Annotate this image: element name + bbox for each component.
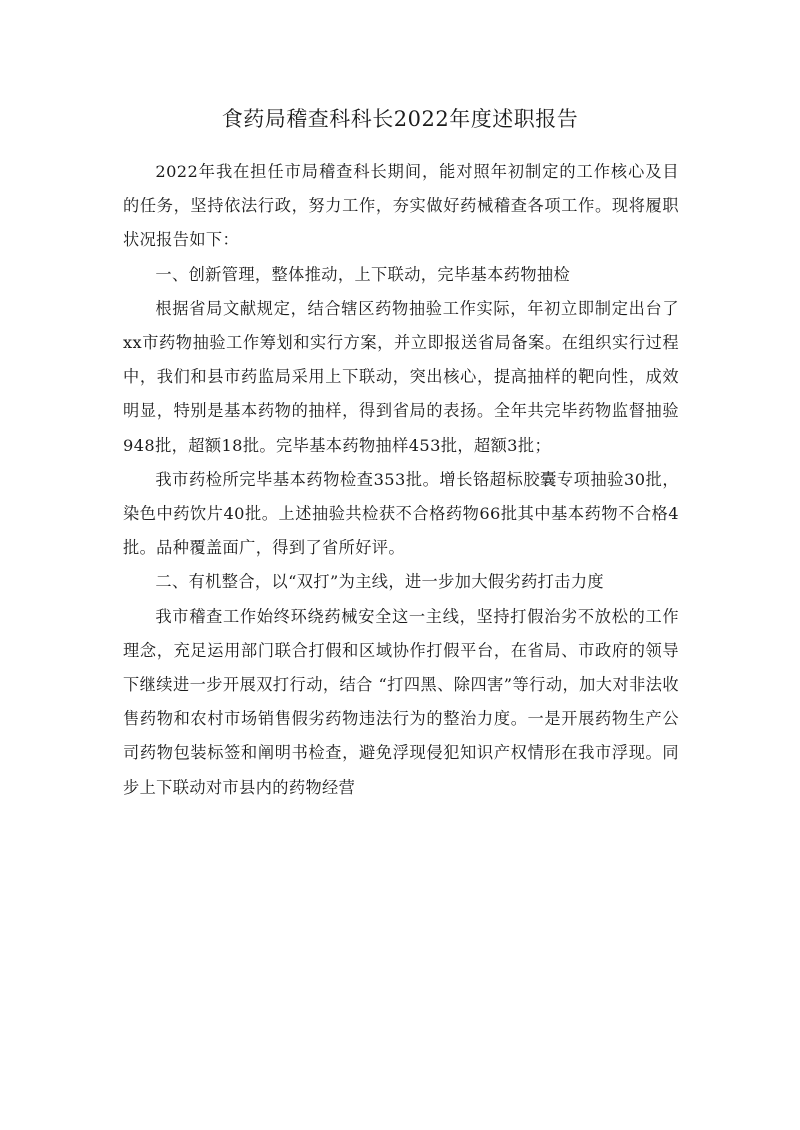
section-heading-2: 二、有机整合，以“双打”为主线，进一步加大假劣药打击力度 xyxy=(155,572,605,592)
paragraph-sampling: 根据省局文献规定，结合辖区药物抽验工作实际，年初立即制定出台了xx市药物抽验工作筹划和实行方案，并立即报送省局备案。在组织实行过程中，我们和县市药监局采用上下联动，突出核心，提高抽样的靶向性，成效明显，特别是基本药物的抽样，得到省局的表扬。全年共完毕药物监督抽验948批，超额18批。完毕基本药物抽样453批，超额3批； xyxy=(123,298,679,455)
document-body xyxy=(123,155,679,805)
paragraph-enforcement: 我市稽查工作始终环绕药械安全这一主线，坚持打假治劣不放松的工作理念，充足运用部门联合打假和区域协作打假平台，在省局、市政府的领导下继续进一步开展双打行动，结合 “打四黑、除四害”等行动，加大对非法收售药物和农村市场销售假劣药物违法行为的整治力度。一是开展药物生产公司药物包装标签和阐明书检查，避免浮现侵犯知识产权情形在我市浮现。同步上下联动对市县内的药物经营 xyxy=(123,606,679,797)
paragraph-inspection: 我市药检所完毕基本药物检查353批。增长铬超标胶囊专项抽验30批，染色中药饮片40批。上述抽验共检获不合格药物66批其中基本药物不合格4批。品种覆盖面广，得到了省所好评。 xyxy=(123,469,679,558)
page-title: 食药局稽查科科长2022年度述职报告 xyxy=(221,107,579,131)
section-heading-1: 一、创新管理，整体推动，上下联动，完毕基本药物抽检 xyxy=(155,264,571,284)
paragraph-intro: 2022年我在担任市局稽查科长期间，能对照年初制定的工作核心及目的任务，坚持依法行政，努力工作，夯实做好药械稽查各项工作。现将履职状况报告如下： xyxy=(123,162,679,250)
